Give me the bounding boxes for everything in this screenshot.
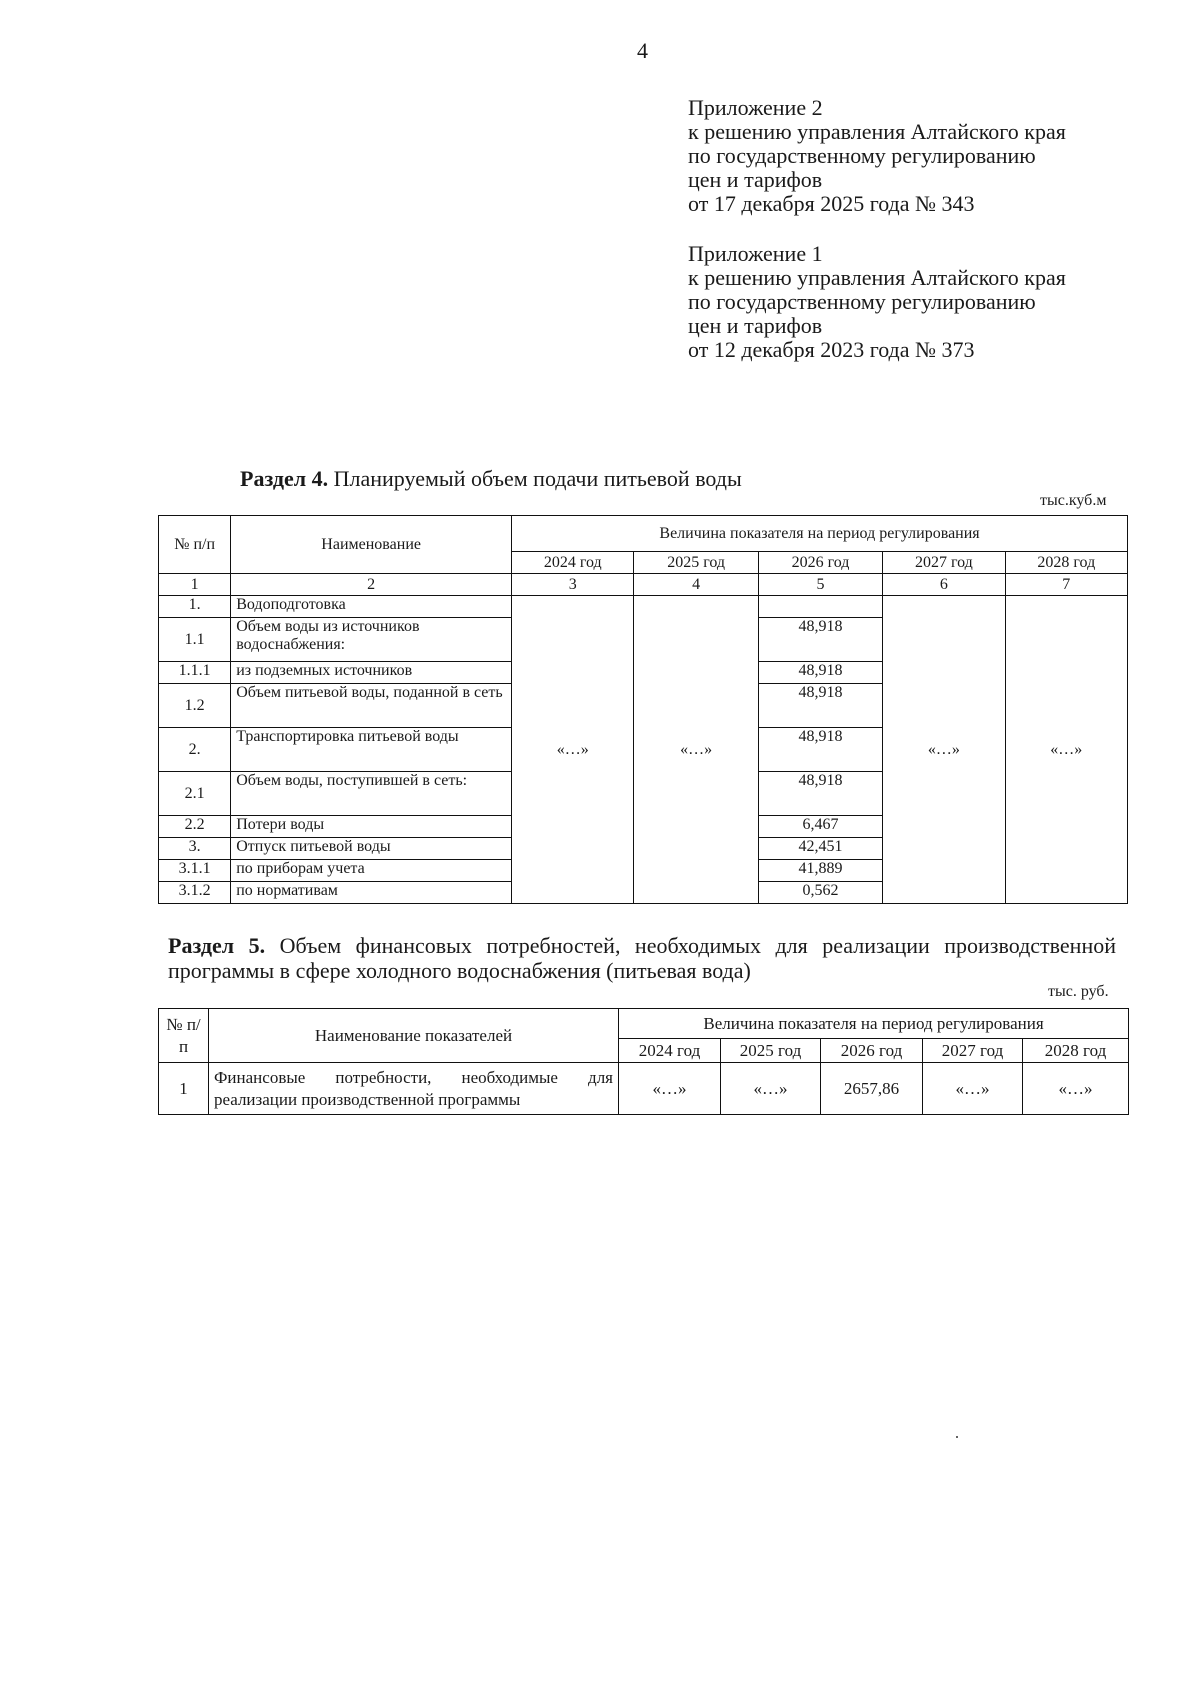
header-year: 2026 год: [758, 552, 882, 574]
annex-line: Приложение 1: [688, 241, 823, 266]
row-num: 1.1.1: [159, 662, 231, 684]
header-year: 2027 год: [923, 1039, 1023, 1063]
row-name: Объем воды из источников водоснабжения:: [231, 618, 512, 662]
value-2026: 48,918: [758, 662, 882, 684]
header-year: 2027 год: [883, 552, 1005, 574]
row-num: 1: [159, 1063, 209, 1115]
value-2026: 42,451: [758, 838, 882, 860]
value-2026: 48,918: [758, 684, 882, 728]
annex-line: Приложение 2: [688, 95, 823, 120]
annex-previous-reference: [688, 242, 1066, 362]
section5-title-text: Объем финансовых потребностей, необходимых для реализации производственной программы в сфере холодного водоснабжения (питьевая вода): [168, 933, 1116, 983]
row-name: по нормативам: [231, 882, 512, 904]
row-num: 2.1: [159, 772, 231, 816]
row-num: 1.1: [159, 618, 231, 662]
column-number: 2: [231, 574, 512, 596]
section5-table: [158, 1008, 1129, 1115]
column-number: 1: [159, 574, 231, 596]
column-number: 5: [758, 574, 882, 596]
section5-title: [168, 933, 1116, 983]
placeholder-2024: «…»: [512, 596, 634, 904]
header-year: 2025 год: [634, 552, 758, 574]
row-name: Отпуск питьевой воды: [231, 838, 512, 860]
section4-unit: тыс.куб.м: [1040, 492, 1107, 509]
value-2026: 0,562: [758, 882, 882, 904]
section4-table: [158, 515, 1128, 904]
header-num: № п/п: [159, 1009, 209, 1063]
table-row: [159, 596, 1128, 618]
row-name: Объем питьевой воды, поданной в сеть: [231, 684, 512, 728]
header-year: 2024 год: [619, 1039, 721, 1063]
placeholder-2025: «…»: [634, 596, 758, 904]
section4-title: [240, 466, 742, 491]
value-2026: 6,467: [758, 816, 882, 838]
row-name: Финансовые потребности, необходимые для реализации производственной программы: [209, 1063, 619, 1115]
header-year: 2028 год: [1023, 1039, 1129, 1063]
row-name: по приборам учета: [231, 860, 512, 882]
annex-line: цен и тарифов: [688, 167, 823, 192]
column-number: 6: [883, 574, 1005, 596]
row-name: Транспортировка питьевой воды: [231, 728, 512, 772]
section4-title-number: Раздел 4.: [240, 466, 329, 491]
column-number: 3: [512, 574, 634, 596]
value-2026: 48,918: [758, 772, 882, 816]
column-number: 7: [1005, 574, 1127, 596]
placeholder-2028: «…»: [1005, 596, 1127, 904]
row-num: 2.2: [159, 816, 231, 838]
row-num: 3.: [159, 838, 231, 860]
row-num: 3.1.2: [159, 882, 231, 904]
header-year: 2024 год: [512, 552, 634, 574]
value-2026: 41,889: [758, 860, 882, 882]
header-year: 2025 год: [721, 1039, 821, 1063]
value-2026: 2657,86: [821, 1063, 923, 1115]
section5-title-number: Раздел 5.: [168, 933, 266, 958]
annex-line: от 17 декабря 2025 года № 343: [688, 191, 975, 216]
annex-line: к решению управления Алтайского края: [688, 265, 1066, 290]
row-name: из подземных источников: [231, 662, 512, 684]
column-number: 4: [634, 574, 758, 596]
row-name: Водоподготовка: [231, 596, 512, 618]
value-2028: «…»: [1023, 1063, 1129, 1115]
section4-title-text: Планируемый объем подачи питьевой воды: [328, 466, 742, 491]
scan-speck: [956, 1436, 958, 1438]
annex-line: по государственному регулированию: [688, 289, 1036, 314]
header-name: Наименование показателей: [209, 1009, 619, 1063]
page-number: 4: [637, 38, 648, 63]
row-num: 2.: [159, 728, 231, 772]
table-row: [159, 1063, 1129, 1115]
value-2026: [758, 596, 882, 618]
row-num: 1.2: [159, 684, 231, 728]
annex-line: к решению управления Алтайского края: [688, 119, 1066, 144]
header-year: 2028 год: [1005, 552, 1127, 574]
row-num: 1.: [159, 596, 231, 618]
value-2024: «…»: [619, 1063, 721, 1115]
header-year: 2026 год: [821, 1039, 923, 1063]
annex-line: по государственному регулированию: [688, 143, 1036, 168]
header-period: Величина показателя на период регулирования: [512, 516, 1128, 552]
section5-unit: тыс. руб.: [1048, 983, 1109, 1000]
annex-line: от 12 декабря 2023 года № 373: [688, 337, 975, 362]
annex-line: цен и тарифов: [688, 313, 823, 338]
row-name: Потери воды: [231, 816, 512, 838]
row-num: 3.1.1: [159, 860, 231, 882]
value-2025: «…»: [721, 1063, 821, 1115]
value-2026: 48,918: [758, 618, 882, 662]
value-2026: 48,918: [758, 728, 882, 772]
value-2027: «…»: [923, 1063, 1023, 1115]
placeholder-2027: «…»: [883, 596, 1005, 904]
annex-current-reference: [688, 96, 1066, 216]
header-name: Наименование: [231, 516, 512, 574]
row-name: Объем воды, поступившей в сеть:: [231, 772, 512, 816]
header-num: № п/п: [159, 516, 231, 574]
header-period: Величина показателя на период регулирования: [619, 1009, 1129, 1039]
